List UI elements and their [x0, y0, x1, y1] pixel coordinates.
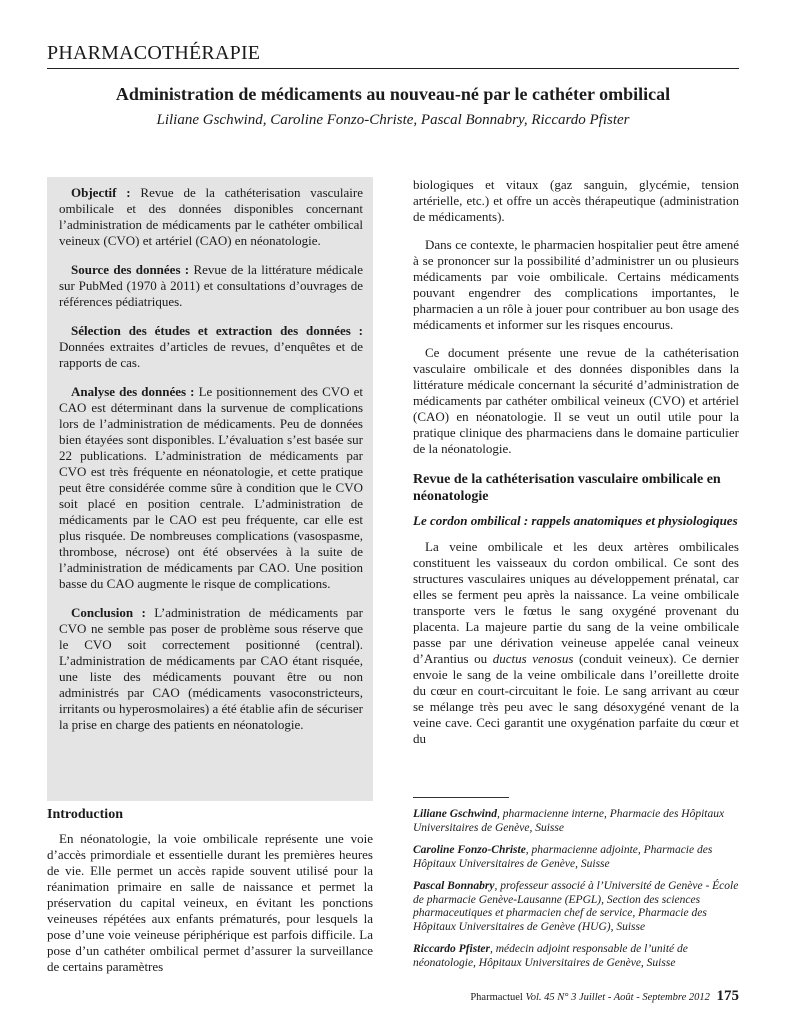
footnote-item	[413, 844, 739, 871]
abstract-label: Sélection des études et extraction des données :	[71, 323, 363, 338]
cord-subheading: Le cordon ombilical : rappels anatomiques et physiologiques	[413, 513, 738, 528]
footnote-affiliation: , professeur associé à l’Université de Genève - École de pharmacie Genève-Lausanne (EPGL), Section des sciences pharmaceutiques et pharmacien chef de service, Pharmacie des Hôpitaux Universitaires de Genève (HUG), Suisse	[413, 880, 739, 933]
cord-paragraph	[413, 539, 739, 747]
abstract-label: Conclusion :	[71, 605, 146, 620]
abstract-label: Source des données :	[71, 262, 190, 277]
review-heading: Revue de la cathéterisation vasculaire ombilicale en néonatologie	[413, 472, 721, 504]
abstract-selection	[59, 323, 363, 371]
cord-text: (conduit veineux). Ce dernier envoie le sang de la veine ombilicale dans l’oreillette droite du cœur en court-circuitant le foie. Le sang arrivant au cœur se mélange très peu avec le sang désoxygéné venant de la veine cave. Ceci garantit une oxygénation parfaite du cœur et du	[413, 651, 739, 746]
cord-italic-term: ductus venosus	[492, 651, 574, 666]
body-paragraph: Dans ce contexte, le pharmacien hospitalier peut être amené à se prononcer sur la possibilité d’administrer un ou plusieurs médicaments par voie ombilicale. Certains médicaments pouvant engendrer des complications importantes, le pharmacien a un rôle à jouer pour contribuer au bon usage des médicaments et informer sur les risques encourus.	[413, 237, 739, 332]
abstract-conclusion	[59, 605, 363, 733]
abstract-objective	[59, 185, 363, 249]
footnote-author: Caroline Fonzo-Christe	[413, 844, 526, 856]
abstract-text: L’administration de médicaments par CVO ne semble pas poser de problème sous réserve que le CVO soit correctement positionné (central). L’administration de médicaments par CAO étant risquée, une liste des médicaments pouvant être ou non administrés par CAO (médicaments vasoconstricteurs, irritants ou hyperosmolaires) a été établie afin de sécuriser la prise en charge des patients en néonatologie.	[59, 605, 363, 732]
article-title: Administration de médicaments au nouveau-né par le cathéter ombilical	[115, 84, 671, 104]
page-footer	[470, 988, 739, 1005]
journal-name: Pharmactuel	[470, 992, 523, 1003]
abstract-label: Analyse des données :	[71, 384, 195, 399]
abstract-box	[47, 177, 373, 801]
footnote-item	[413, 880, 739, 934]
page-number: 175	[716, 988, 739, 1004]
footnote-author: Pascal Bonnabry	[413, 880, 495, 892]
abstract-sources	[59, 262, 363, 310]
footnote-item	[413, 943, 739, 970]
section-divider	[47, 68, 739, 69]
footnote-affiliation: , pharmacienne adjointe, Pharmacie des Hôpitaux Universitaires de Genève, Suisse	[413, 844, 713, 870]
introduction-heading: Introduction	[47, 807, 123, 822]
footnote-divider	[413, 797, 509, 798]
footnote-author: Liliane Gschwind	[413, 808, 498, 820]
cord-text: La veine ombilicale et les deux artères ombilicales constituent les vaisseaux du cordon ombilical. Ce sont des structures vasculaires uniques au développement prénatal, car elles se ferment peu après la naissance. La veine ombilicale transporte vers le fœtus le sang oxygéné provenant du placenta. La majeure partie du sang de la veine ombilicale passe par une dérivation veineuse appelée canal veineux d’Arantius ou	[413, 539, 739, 666]
abstract-label: Objectif :	[71, 185, 131, 200]
footnote-affiliation: , médecin adjoint responsable de l’unité de néonatologie, Hôpitaux Universitaires de Genève, Suisse	[413, 943, 688, 969]
footnote-item	[413, 808, 739, 835]
footnote-author: Riccardo Pfister	[413, 943, 490, 955]
body-paragraph: Ce document présente une revue de la cathéterisation vasculaire ombilicale et des données disponibles dans la littérature médicale concernant la sécurité d’administration de médicaments par cathéter ombilical veineux (CVO) et artériel (CAO) en néonatologie. Il se veut un outil utile pour la pratique clinique des pharmaciens dans le domaine particulier de la néonatologie.	[413, 345, 739, 456]
right-column	[413, 177, 739, 759]
abstract-text: Données extraites d’articles de revues, d’enquêtes et de rapports de cas.	[59, 339, 363, 370]
introduction-paragraph: En néonatologie, la voie ombilicale représente une voie d’accès primordiale et essentielle durant les premières heures de vie. Elle permet un accès rapide souvent utilisé pour la réanimation primaire en salle de naissance et permet la préservation du capital veineux, en évitant les ponctions veineuses répétées aux enfants prématurés, pour lesquels la pose d’une voie veineuse périphérique est parfois difficile. La pose d’un cathéter ombilical permet d’assurer la surveillance de certains paramètres	[47, 831, 373, 974]
section-label: PHARMACOTHÉRAPIE	[47, 42, 261, 64]
article-authors: Liliane Gschwind, Caroline Fonzo-Christe, Pascal Bonnabry, Riccardo Pfister	[156, 112, 630, 128]
introduction-section	[47, 806, 373, 987]
abstract-analysis	[59, 384, 363, 592]
footnote-affiliation: , pharmacienne interne, Pharmacie des Hôpitaux Universitaires de Genève, Suisse	[413, 808, 725, 834]
issue-info: Vol. 45 N° 3 Juillet - Août - Septembre 2012	[525, 992, 710, 1003]
body-paragraph: biologiques et vitaux (gaz sanguin, glycémie, tension artérielle, etc.) et offre un accès thérapeutique (administration de médicaments).	[413, 177, 739, 224]
abstract-text: Le positionnement des CVO et CAO est déterminant dans la survenue de complications lors de l’administration de médicaments. Peu de données bien étayées sont disponibles. L’évaluation s’est basée sur 22 publications. L’administration de médicaments par CVO est très fréquente en néonatologie, et cette pratique peut être considérée comme sûre à condition que le CVO soit placé en position centrale. L’administration de médicaments par le CAO est peu fréquente, car elle est plus risquée. De nombreuses complications (vasospasme, thrombose, nécrose) ont été observées à la suite de l’administration de médicaments par CAO. Une position basse du CAO augmente le risque de complications.	[59, 384, 363, 591]
abstract-text: Revue de la cathéterisation vasculaire ombilicale et des données disponibles concernant l’administration de médicaments par le cathéter ombilical veineux (CVO) et artériel (CAO) en néonatologie.	[59, 185, 364, 248]
abstract-text: Revue de la littérature médicale sur PubMed (1970 à 2011) et consultations d’ouvrages de références pédiatriques.	[59, 262, 363, 309]
author-footnotes	[413, 808, 739, 979]
